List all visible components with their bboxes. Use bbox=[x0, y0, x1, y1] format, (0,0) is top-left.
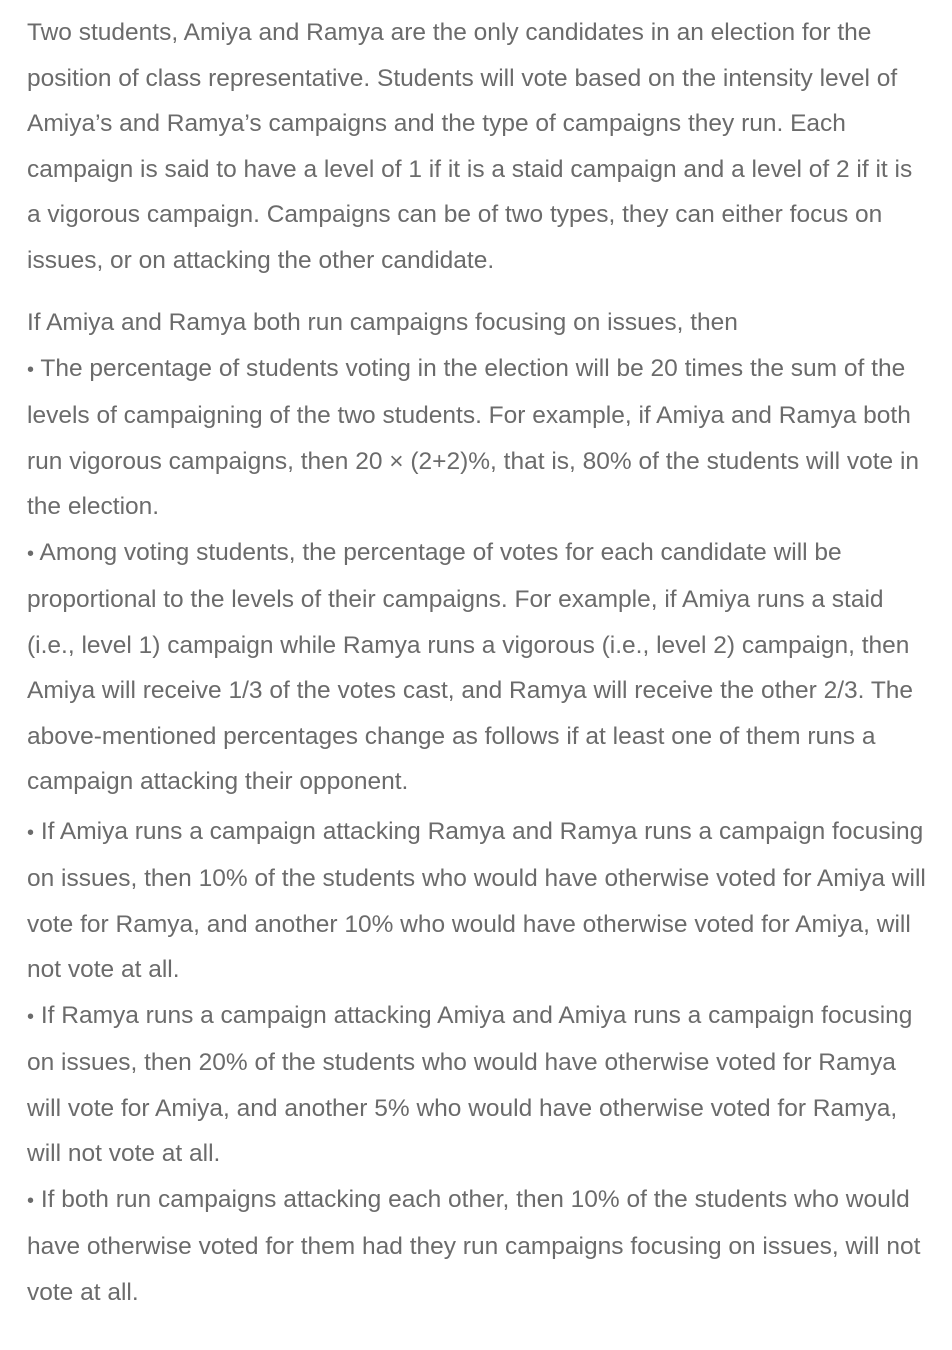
bullet-text: If Ramya runs a campaign attacking Amiya and Amiya runs a campaign focusing on issues, then 20% of the students who would have otherwise voted for Ramya will vote for Amiya, and another 5% who would have otherwise voted for Ramya, will not vote at all. bbox=[27, 1001, 913, 1167]
bullet-text: If Amiya runs a campaign attacking Ramya and Ramya runs a campaign focusing on issues, then 10% of the students who would have otherwise voted for Amiya will vote for Ramya, and another 10% who would have otherwise voted for Amiya, will not vote at all. bbox=[27, 817, 926, 983]
bullet-marker: • bbox=[27, 821, 35, 844]
bullet-item bbox=[27, 993, 932, 1177]
bullet-text: If both run campaigns attacking each other, then 10% of the students who would have otherwise voted for them had they run campaigns focusing on issues, will not vote at all. bbox=[27, 1185, 921, 1306]
bullet-item bbox=[27, 530, 932, 805]
bullet-text: Among voting students, the percentage of votes for each candidate will be proportional to the levels of their campaigns. For example, if Amiya runs a staid (i.e., level 1) campaign while Ramya runs a vigorous (i.e., level 2) campaign, then Amiya will receive 1/3 of the votes cast, and Ramya will receive the other 2/3. The above-mentioned percentages change as follows if at least one of them runs a campaign attacking their opponent. bbox=[27, 538, 914, 795]
bullet-marker: • bbox=[27, 358, 35, 381]
bullet-item bbox=[27, 346, 932, 530]
passage bbox=[27, 10, 932, 1315]
bullet-marker: • bbox=[27, 542, 35, 565]
bullet-marker: • bbox=[27, 1189, 35, 1212]
bullet-item bbox=[27, 809, 932, 993]
bullet-marker: • bbox=[27, 1005, 35, 1028]
condition-line: If Amiya and Ramya both run campaigns focusing on issues, then bbox=[27, 309, 738, 336]
intro-paragraph: Two students, Amiya and Ramya are the only candidates in an election for the position of class representative. Students will vote based on the intensity level of Amiya’s and Ramya’s campaigns and the type of campaigns they run. Each campaign is said to have a level of 1 if it is a staid campaign and a level of 2 if it is a vigorous campaign. Campaigns can be of two types, they can either focus on issues, or on attacking the other candidate. bbox=[27, 19, 913, 274]
bullet-text: The percentage of students voting in the election will be 20 times the sum of the levels of campaigning of the two students. For example, if Amiya and Ramya both run vigorous campaigns, then 20 × (2+2)%, that is, 80% of the students will vote in the election. bbox=[27, 354, 920, 520]
bullet-item bbox=[27, 1177, 932, 1316]
